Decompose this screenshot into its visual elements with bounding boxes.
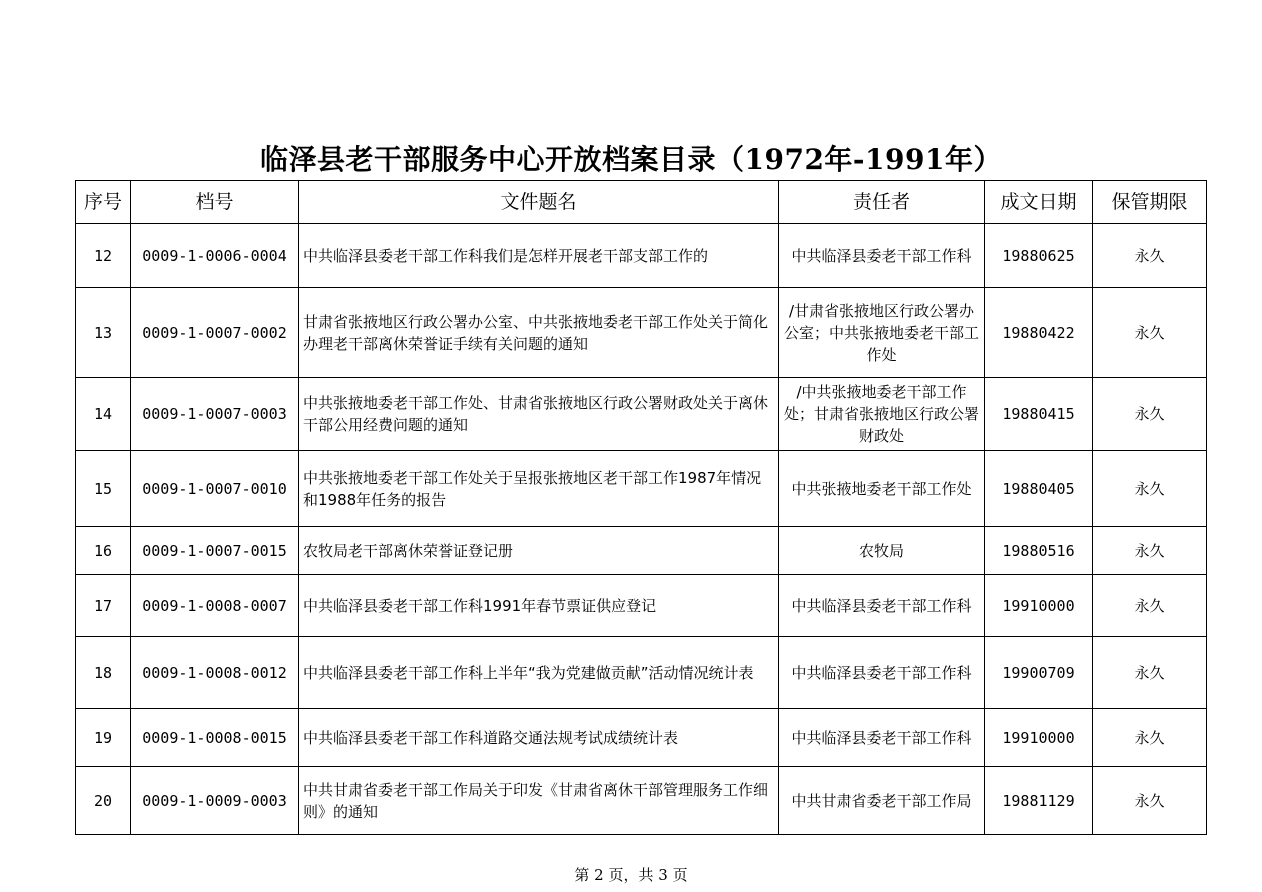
cell-doc-title: 中共临泽县委老干部工作科我们是怎样开展老干部支部工作的 [299, 224, 779, 288]
cell-seq: 20 [76, 767, 131, 835]
cell-file-no: 0009-1-0007-0015 [131, 527, 299, 575]
header-retention: 保管期限 [1093, 181, 1207, 224]
cell-date: 19880516 [985, 527, 1093, 575]
cell-seq: 16 [76, 527, 131, 575]
header-seq: 序号 [76, 181, 131, 224]
cell-date: 19910000 [985, 575, 1093, 637]
cell-file-no: 0009-1-0007-0003 [131, 378, 299, 451]
cell-author: 中共张掖地委老干部工作处 [779, 451, 985, 527]
cell-doc-title: 甘肃省张掖地区行政公署办公室、中共张掖地委老干部工作处关于简化办理老干部离休荣誉证手续有关问题的通知 [299, 288, 779, 378]
cell-file-no: 0009-1-0008-0012 [131, 637, 299, 709]
document-title: 临泽县老干部服务中心开放档案目录（1972年-1991年） [260, 143, 1002, 176]
cell-doc-title: 中共张掖地委老干部工作处关于呈报张掖地区老干部工作1987年情况和1988年任务的报告 [299, 451, 779, 527]
cell-file-no: 0009-1-0006-0004 [131, 224, 299, 288]
table-row [76, 224, 1207, 288]
header-doc-title: 文件题名 [299, 181, 779, 224]
table-row [76, 637, 1207, 709]
cell-author: 中共临泽县委老干部工作科 [779, 709, 985, 767]
cell-date: 19880405 [985, 451, 1093, 527]
cell-retention: 永久 [1093, 224, 1207, 288]
cell-doc-title: 中共临泽县委老干部工作科1991年春节票证供应登记 [299, 575, 779, 637]
cell-retention: 永久 [1093, 767, 1207, 835]
cell-doc-title: 中共甘肃省委老干部工作局关于印发《甘肃省离休干部管理服务工作细则》的通知 [299, 767, 779, 835]
cell-file-no: 0009-1-0007-0010 [131, 451, 299, 527]
cell-author: 中共甘肃省委老干部工作局 [779, 767, 985, 835]
cell-seq: 14 [76, 378, 131, 451]
cell-retention: 永久 [1093, 637, 1207, 709]
cell-retention: 永久 [1093, 378, 1207, 451]
header-author: 责任者 [779, 181, 985, 224]
cell-date: 19900709 [985, 637, 1093, 709]
cell-doc-title: 农牧局老干部离休荣誉证登记册 [299, 527, 779, 575]
cell-doc-title: 中共临泽县委老干部工作科道路交通法规考试成绩统计表 [299, 709, 779, 767]
cell-date: 19880422 [985, 288, 1093, 378]
cell-seq: 13 [76, 288, 131, 378]
cell-doc-title: 中共张掖地委老干部工作处、甘肃省张掖地区行政公署财政处关于离休干部公用经费问题的通知 [299, 378, 779, 451]
table-row [76, 527, 1207, 575]
table-header-row [76, 181, 1207, 224]
table-row [76, 709, 1207, 767]
cell-seq: 17 [76, 575, 131, 637]
cell-seq: 18 [76, 637, 131, 709]
cell-doc-title: 中共临泽县委老干部工作科上半年“我为党建做贡献”活动情况统计表 [299, 637, 779, 709]
cell-date: 19880415 [985, 378, 1093, 451]
cell-author: /中共张掖地委老干部工作处；甘肃省张掖地区行政公署财政处 [779, 378, 985, 451]
cell-seq: 15 [76, 451, 131, 527]
cell-retention: 永久 [1093, 527, 1207, 575]
cell-retention: 永久 [1093, 288, 1207, 378]
header-date: 成文日期 [985, 181, 1093, 224]
cell-file-no: 0009-1-0008-0007 [131, 575, 299, 637]
cell-seq: 19 [76, 709, 131, 767]
cell-retention: 永久 [1093, 709, 1207, 767]
table-row [76, 575, 1207, 637]
table-row [76, 767, 1207, 835]
cell-author: /甘肃省张掖地区行政公署办公室；中共张掖地委老干部工作处 [779, 288, 985, 378]
cell-file-no: 0009-1-0008-0015 [131, 709, 299, 767]
cell-date: 19910000 [985, 709, 1093, 767]
table-row [76, 288, 1207, 378]
cell-seq: 12 [76, 224, 131, 288]
table-row [76, 378, 1207, 451]
cell-retention: 永久 [1093, 575, 1207, 637]
cell-author: 中共临泽县委老干部工作科 [779, 575, 985, 637]
cell-author: 中共临泽县委老干部工作科 [779, 637, 985, 709]
archive-catalog-table [75, 180, 1207, 835]
cell-author: 中共临泽县委老干部工作科 [779, 224, 985, 288]
page-number-footer: 第 2 页，共 3 页 [574, 866, 688, 884]
cell-date: 19880625 [985, 224, 1093, 288]
table-row [76, 451, 1207, 527]
cell-file-no: 0009-1-0009-0003 [131, 767, 299, 835]
cell-author: 农牧局 [779, 527, 985, 575]
cell-file-no: 0009-1-0007-0002 [131, 288, 299, 378]
cell-retention: 永久 [1093, 451, 1207, 527]
header-file-no: 档号 [131, 181, 299, 224]
cell-date: 19881129 [985, 767, 1093, 835]
